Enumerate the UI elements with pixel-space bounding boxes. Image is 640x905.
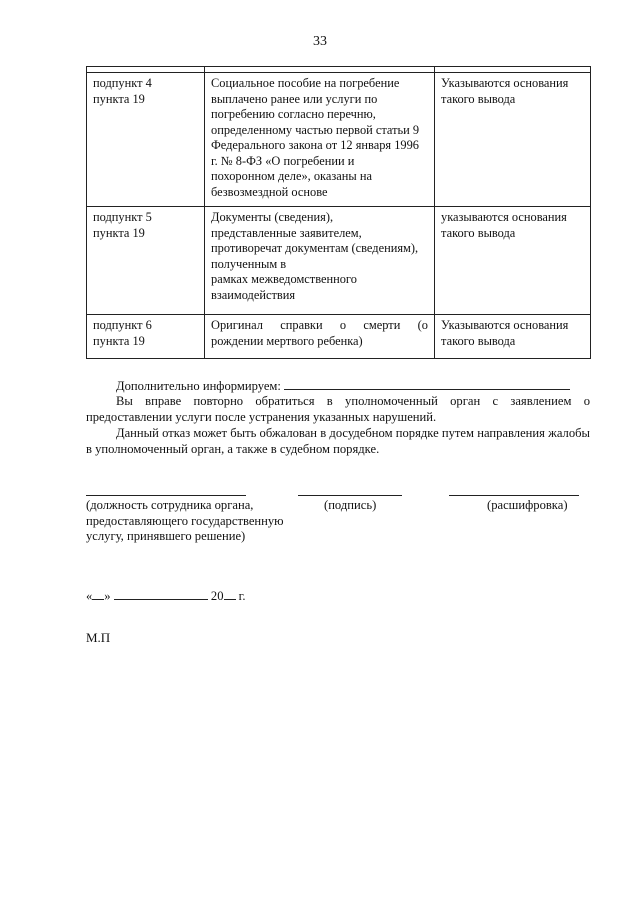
additional-info-label: Дополнительно информируем:: [116, 379, 281, 393]
reference-cell: [87, 207, 205, 315]
refusal-grounds-table: [86, 66, 591, 359]
ground-line: Социальное пособие на погребение: [211, 76, 400, 90]
note-cell: [435, 315, 591, 359]
year-suffix: г.: [238, 589, 246, 603]
stamp-label: М.П: [86, 630, 111, 645]
position-label-line: услугу, принявшего решение): [86, 529, 246, 543]
signature-line: [298, 495, 402, 496]
ground-cell: [205, 73, 435, 207]
table-row: [87, 315, 591, 359]
note-line: такого вывода: [441, 91, 516, 106]
table-row: [87, 207, 591, 315]
ground-line: похоронном деле», оказаны на: [211, 169, 372, 183]
position-label: [86, 498, 284, 545]
page-number: 33: [313, 34, 327, 49]
year-prefix: 20: [210, 589, 224, 603]
ground-line: представленные заявителем,: [211, 225, 362, 240]
ground-cell: [205, 207, 435, 315]
reference-line: пункта 19: [93, 333, 145, 348]
note-line: такого вывода: [441, 225, 516, 240]
additional-info-blank: [284, 378, 570, 390]
additional-info-line: [86, 378, 590, 395]
month-blank: [114, 588, 208, 600]
ground-line: противоречат документам (сведениям),: [211, 241, 419, 255]
note-line: указываются основания: [441, 210, 567, 224]
ground-cell: [205, 315, 435, 359]
position-label-line: предоставляющего государственную: [86, 513, 284, 528]
reference-line: подпункт 5: [93, 210, 152, 224]
ground-line: Федерального закона от 12 января 1996: [211, 138, 419, 152]
reference-line: подпункт 4: [93, 76, 152, 90]
note-line: Указываются основания: [441, 76, 569, 90]
ground-line: погребению согласно перечню,: [211, 107, 376, 121]
decoding-signature-line: [449, 495, 579, 496]
position-label-line: (должность сотрудника органа,: [86, 498, 254, 512]
reference-cell: [87, 315, 205, 359]
reference-cell: [87, 73, 205, 207]
decoding-label: (расшифровка): [487, 498, 568, 512]
note-cell: [435, 207, 591, 315]
ground-line: выплачено ранее или услуги по: [211, 91, 378, 106]
date-close-quote: »: [104, 589, 111, 603]
reference-line: пункта 19: [93, 225, 145, 240]
note-line: такого вывода: [441, 333, 516, 348]
table-row: [87, 73, 591, 207]
ground-line: рамках межведомственного: [211, 272, 357, 286]
ground-line: Оригинал справки о смерти (о: [211, 318, 428, 332]
note-cell: [435, 73, 591, 207]
ground-line: Документы (сведения),: [211, 210, 334, 224]
position-signature-line: [86, 495, 246, 496]
signature-label: (подпись): [324, 498, 377, 512]
ground-line: безвозмездной основе: [211, 184, 328, 199]
ground-line: определенному частью первой статьи 9: [211, 122, 420, 137]
reapply-paragraph: Вы вправе повторно обратиться в уполномоченный орган с заявлением о предоставлении услуги после устранения указанных нарушений.: [86, 394, 590, 424]
ground-line: рождении мертвого ребенка): [211, 333, 363, 348]
ground-line: взаимодействия: [211, 287, 296, 302]
year-blank: [224, 588, 236, 600]
day-blank: [92, 588, 104, 600]
appeal-paragraph: Данный отказ может быть обжалован в досудебном порядке путем направления жалобы в уполномоченный орган, а также в судебном порядке.: [86, 426, 590, 456]
reference-line: пункта 19: [93, 91, 145, 106]
reference-line: подпункт 6: [93, 318, 152, 332]
ground-line: полученным в: [211, 256, 287, 271]
ground-line: г. № 8-ФЗ «О погребении и: [211, 153, 355, 168]
date-open-quote: «: [86, 589, 93, 603]
date-line: [86, 588, 246, 604]
note-line: Указываются основания: [441, 318, 569, 332]
